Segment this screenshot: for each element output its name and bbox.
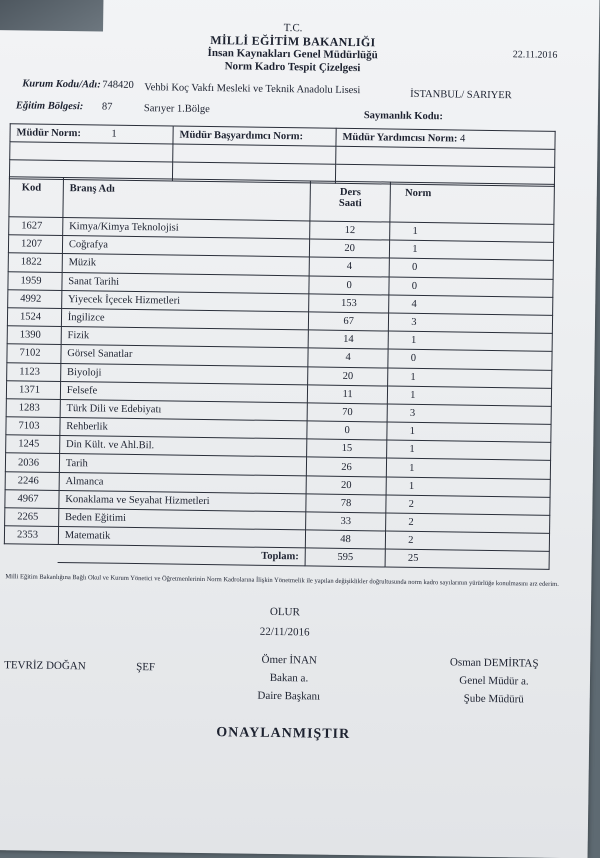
mid-signer-title2: Daire Başkanı <box>257 689 321 703</box>
row-kod: 1207 <box>8 235 62 254</box>
brans-table <box>4 176 555 570</box>
right-signer-title1: Genel Müdür a. <box>459 674 529 688</box>
row-norm: 2 <box>386 495 550 515</box>
row-brans-adi: Konaklama ve Seyahat Hizmetleri <box>59 490 306 512</box>
row-brans-adi: Türk Dili ve Edebiyatı <box>60 399 307 421</box>
row-ders-saati: 48 <box>305 530 385 549</box>
row-norm: 3 <box>389 313 553 333</box>
row-kod: 1123 <box>7 362 61 381</box>
row-ders-saati: 11 <box>307 385 387 404</box>
row-brans-adi: Müzik <box>62 254 309 276</box>
row-norm: 0 <box>389 258 553 278</box>
row-kod: 7102 <box>7 344 61 363</box>
row-ders-saati: 20 <box>308 366 388 385</box>
row-ders-saati: 4 <box>309 257 389 276</box>
header-date: 22.11.2016 <box>512 49 558 61</box>
bolge-no: 87 <box>101 101 113 113</box>
col-brans: Branş Adı <box>63 177 311 220</box>
row-brans-adi: Coğrafya <box>62 236 309 258</box>
row-norm: 1 <box>387 422 551 442</box>
col-ders-saati: Ders Saati <box>310 181 391 222</box>
row-kod: 1959 <box>8 271 62 290</box>
row-brans-adi: Felsefe <box>60 381 307 403</box>
row-brans-adi: Almanca <box>59 472 306 494</box>
row-norm: 1 <box>386 477 550 497</box>
total-label: Toplam: <box>58 545 305 566</box>
row-ders-saati: 0 <box>307 421 387 440</box>
row-brans-adi: Kimya/Kimya Teknolojisi <box>62 217 309 239</box>
row-brans-adi: Görsel Sanatlar <box>61 345 308 367</box>
row-norm: 1 <box>390 222 554 242</box>
row-kod: 1283 <box>6 399 60 418</box>
kurum-label: Kurum Kodu/Adı: <box>22 78 101 91</box>
location: İSTANBUL/ SARIYER <box>410 88 512 102</box>
row-norm: 2 <box>386 513 550 533</box>
row-norm: 1 <box>387 440 551 460</box>
row-norm: 1 <box>388 331 552 351</box>
row-kod: 1390 <box>7 326 61 345</box>
total-norm: 25 <box>385 549 549 569</box>
row-brans-adi: Din Kült. ve Ahl.Bil. <box>59 436 306 458</box>
row-kod: 1524 <box>7 308 61 327</box>
right-signer-name: Osman DEMİRTAŞ <box>449 656 539 670</box>
row-ders-saati: 26 <box>306 457 386 476</box>
kurum-name: Vehbi Koç Vakfı Mesleki ve Teknik Anadolu Lisesi <box>144 82 361 97</box>
row-kod: 1245 <box>6 435 60 454</box>
row-ders-saati: 20 <box>309 239 389 258</box>
mid-signer-title1: Bakan a. <box>269 671 309 685</box>
row-brans-adi: İngilizce <box>61 308 308 330</box>
row-brans-adi: Rehberlik <box>60 418 307 440</box>
row-ders-saati: 78 <box>306 494 386 513</box>
row-brans-adi: Biyoloji <box>60 363 307 385</box>
header-directorate: İnsan Kaynakları Genel Müdürlüğü <box>207 46 378 62</box>
row-brans-adi: Sanat Tarihi <box>62 272 309 294</box>
row-brans-adi: Tarih <box>59 454 306 476</box>
row-ders-saati: 15 <box>307 439 387 458</box>
col-kod: Kod <box>9 177 63 218</box>
row-ders-saati: 67 <box>308 312 388 331</box>
header-ministry: MİLLİ EĞİTİM BAKANLIĞI <box>210 33 376 50</box>
row-kod: 1822 <box>8 253 62 272</box>
row-kod: 2246 <box>5 471 59 490</box>
row-norm: 1 <box>388 386 552 406</box>
mudur-norm-cell: Müdür Norm: 1 <box>10 124 173 144</box>
row-norm: 0 <box>389 277 553 297</box>
total-saat: 595 <box>305 548 385 567</box>
row-ders-saati: 70 <box>307 403 387 422</box>
row-brans-adi: Matematik <box>58 527 305 549</box>
row-norm: 3 <box>387 404 551 424</box>
row-kod: 2036 <box>5 453 59 472</box>
row-kod: 2353 <box>4 526 58 545</box>
row-kod: 1627 <box>9 217 63 236</box>
left-signer-title: ŞEF <box>136 661 156 674</box>
kurum-code: 748420 <box>102 79 134 91</box>
row-ders-saati: 20 <box>306 476 386 495</box>
olur-label: OLUR <box>269 605 300 619</box>
row-kod: 1371 <box>6 380 60 399</box>
row-ders-saati: 0 <box>309 275 389 294</box>
row-brans-adi: Yiyecek İçecek Hizmetleri <box>61 290 308 312</box>
row-kod: 4967 <box>5 490 59 509</box>
row-norm: 0 <box>388 349 552 369</box>
row-brans-adi: Fizik <box>61 327 308 349</box>
row-ders-saati: 12 <box>310 221 390 240</box>
header-doc-title: Norm Kadro Tespit Çizelgesi <box>224 60 361 75</box>
bas-yardimci-cell: Müdür Başyardımcı Norm: <box>173 126 336 146</box>
left-signer-name: TEVRİZ DOĞAN <box>4 659 86 673</box>
bolge-label: Eğitim Bölgesi: <box>15 100 84 113</box>
row-ders-saati: 33 <box>306 512 386 531</box>
table-body <box>4 217 554 552</box>
approved-stamp: ONAYLANMIŞTIR <box>216 725 351 743</box>
row-brans-adi: Beden Eğitimi <box>58 508 305 530</box>
bolge-name: Sarıyer 1.Bölge <box>143 103 210 116</box>
row-norm: 4 <box>389 295 553 315</box>
row-kod: 4992 <box>8 289 62 308</box>
footnote: Milli Eğitim Bakanlığına Bağlı Okul ve Kurum Yönetici ve Öğretmenlerinin Norm Kadrolarına İlişkin Yönetmelik ile yapılan değişiklikler doğrultusunda norm kadro sayılarının yürürlüğe konulmasını arz ederim. <box>5 573 559 588</box>
row-norm: 1 <box>390 240 554 260</box>
yardimci-norm-cell: Müdür Yardımcısı Norm: 4 <box>336 128 555 149</box>
mid-signer-name: Ömer İNAN <box>261 653 317 667</box>
col-norm: Norm <box>390 182 554 224</box>
row-ders-saati: 153 <box>309 294 389 313</box>
header-tc: T.C. <box>283 22 303 35</box>
row-kod: 7103 <box>6 417 60 436</box>
row-kod: 2265 <box>5 508 59 527</box>
right-signer-title2: Şube Müdürü <box>463 692 524 706</box>
olur-date: 22/11/2016 <box>259 625 310 639</box>
row-ders-saati: 4 <box>308 348 388 367</box>
row-norm: 1 <box>388 368 552 388</box>
row-ders-saati: 14 <box>308 330 388 349</box>
row-norm: 1 <box>387 458 551 478</box>
row-norm: 2 <box>386 531 550 551</box>
saymanlik-label: Saymanlık Kodu: <box>363 110 444 123</box>
